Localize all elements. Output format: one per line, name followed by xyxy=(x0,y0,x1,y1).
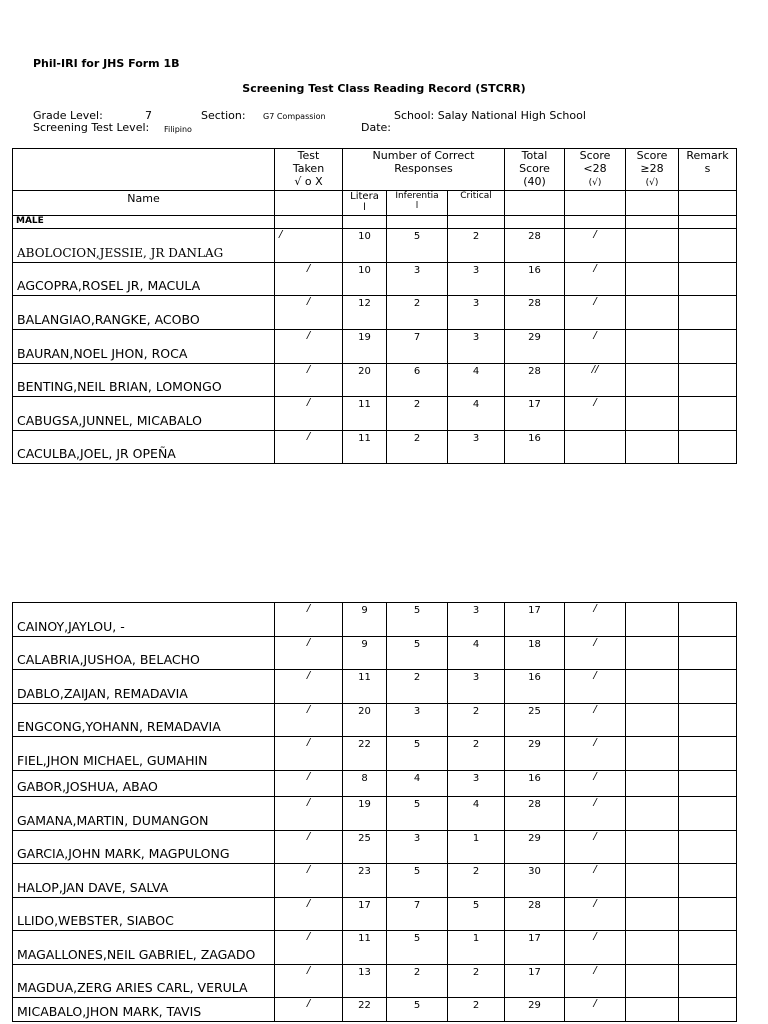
remarks-cell xyxy=(679,704,737,737)
total-score: 28 xyxy=(505,364,565,397)
total-score: 17 xyxy=(505,603,565,637)
student-name: CALABRIA,JUSHOA, BELACHO xyxy=(13,637,275,670)
table-row xyxy=(13,637,737,670)
student-name: BENTING,NEIL BRIAN, LOMONGO xyxy=(13,364,275,397)
header-row xyxy=(13,149,737,191)
grade-level-label: Grade Level: xyxy=(33,109,103,122)
table-row xyxy=(13,397,737,431)
table-row xyxy=(13,364,737,397)
table-row xyxy=(13,737,737,771)
remarks-cell xyxy=(679,637,737,670)
remarks-cell xyxy=(679,737,737,771)
remarks-cell xyxy=(679,831,737,864)
subheader-row xyxy=(13,191,737,216)
inferential-score: 3 xyxy=(387,704,448,737)
reading-record-table-part1 xyxy=(12,148,737,464)
blank-sub-2 xyxy=(565,191,626,216)
critical-score: 3 xyxy=(448,603,505,637)
remarks-cell xyxy=(679,296,737,330)
critical-header: Critical xyxy=(448,191,505,216)
score-below-28-mark: / xyxy=(565,330,626,364)
table-row xyxy=(13,771,737,797)
literal-score: 13 xyxy=(343,965,387,998)
test-taken-mark: / xyxy=(275,898,343,931)
critical-score: 3 xyxy=(448,330,505,364)
critical-score: 4 xyxy=(448,397,505,431)
male-label: MALE xyxy=(13,216,275,229)
name-header-top xyxy=(13,149,275,191)
student-name: ENGCONG,YOHANN, REMADAVIA xyxy=(13,704,275,737)
remarks-cell xyxy=(679,931,737,965)
reading-record-table-part2 xyxy=(12,602,737,1022)
total-score: 30 xyxy=(505,864,565,898)
test-taken-mark: / xyxy=(275,670,343,704)
male-blank xyxy=(505,216,565,229)
score-below-28-mark xyxy=(565,431,626,464)
table-row xyxy=(13,296,737,330)
score-above-28-mark xyxy=(626,364,679,397)
remarks-cell xyxy=(679,397,737,431)
student-name: ABOLOCION,JESSIE, JR DANLAG xyxy=(13,229,275,263)
table-row xyxy=(13,864,737,898)
test-taken-mark: / xyxy=(275,431,343,464)
score-below-28-mark: / xyxy=(565,898,626,931)
total-score: 29 xyxy=(505,737,565,771)
remarks-cell xyxy=(679,603,737,637)
blank-sub-3 xyxy=(626,191,679,216)
test-taken-mark: / xyxy=(275,864,343,898)
score-above-28-mark xyxy=(626,603,679,637)
literal-score: 20 xyxy=(343,704,387,737)
score-above-28-mark xyxy=(626,998,679,1022)
literal-score: 12 xyxy=(343,296,387,330)
section-value: G7 Compassion xyxy=(263,112,326,121)
score-above-28-mark xyxy=(626,704,679,737)
literal-score: 8 xyxy=(343,771,387,797)
critical-score: 3 xyxy=(448,771,505,797)
inferential-score: 2 xyxy=(387,670,448,704)
total-score: 17 xyxy=(505,931,565,965)
total-score: 29 xyxy=(505,330,565,364)
male-blank xyxy=(448,216,505,229)
score-above-28-mark xyxy=(626,771,679,797)
score-below-28-mark: / xyxy=(565,229,626,263)
score-above-28-mark xyxy=(626,263,679,296)
score-below-28-mark: / xyxy=(565,603,626,637)
male-blank xyxy=(343,216,387,229)
student-name: HALOP,JAN DAVE, SALVA xyxy=(13,864,275,898)
blank-sub-4 xyxy=(679,191,737,216)
score-below-28-mark: // xyxy=(565,364,626,397)
student-name: MICABALO,JHON MARK, TAVIS xyxy=(13,998,275,1022)
literal-score: 10 xyxy=(343,229,387,263)
inferential-score: 7 xyxy=(387,898,448,931)
score-above-28-mark xyxy=(626,431,679,464)
total-score-header: Total Score (40) xyxy=(505,149,565,191)
table-row xyxy=(13,898,737,931)
score-above-28-mark xyxy=(626,670,679,704)
critical-score: 3 xyxy=(448,263,505,296)
male-blank xyxy=(626,216,679,229)
total-score: 25 xyxy=(505,704,565,737)
table-row xyxy=(13,670,737,704)
critical-score: 4 xyxy=(448,797,505,831)
table-row xyxy=(13,603,737,637)
literal-score: 23 xyxy=(343,864,387,898)
remarks-cell xyxy=(679,771,737,797)
remarks-cell xyxy=(679,998,737,1022)
student-name: CACULBA,JOEL, JR OPEÑA xyxy=(13,431,275,464)
remarks-cell xyxy=(679,898,737,931)
total-score: 16 xyxy=(505,431,565,464)
literal-score: 22 xyxy=(343,998,387,1022)
table-row xyxy=(13,704,737,737)
total-score: 28 xyxy=(505,229,565,263)
form-id: Phil-IRI for JHS Form 1B xyxy=(33,57,180,70)
student-name: MAGALLONES,NEIL GABRIEL, ZAGADO xyxy=(13,931,275,965)
score-above-28-mark xyxy=(626,931,679,965)
total-score: 28 xyxy=(505,296,565,330)
remarks-cell xyxy=(679,330,737,364)
score-above-28-mark xyxy=(626,296,679,330)
critical-score: 1 xyxy=(448,831,505,864)
literal-score: 19 xyxy=(343,330,387,364)
test-level-value: Filipino xyxy=(164,125,192,134)
score-below-28-mark: / xyxy=(565,397,626,431)
inferential-score: 2 xyxy=(387,296,448,330)
test-taken-mark: / xyxy=(275,831,343,864)
inferential-score: 5 xyxy=(387,864,448,898)
score-above-28-header: Score ≥28 (√) xyxy=(626,149,679,191)
literal-score: 19 xyxy=(343,797,387,831)
student-rows-part1 xyxy=(13,229,737,464)
name-header: Name xyxy=(13,191,275,216)
test-taken-mark: / xyxy=(275,771,343,797)
table-row xyxy=(13,831,737,864)
score-below-28-mark: / xyxy=(565,931,626,965)
test-taken-mark: / xyxy=(275,737,343,771)
literal-score: 9 xyxy=(343,603,387,637)
total-score: 18 xyxy=(505,637,565,670)
student-name: FIEL,JHON MICHAEL, GUMAHIN xyxy=(13,737,275,771)
remarks-cell xyxy=(679,364,737,397)
document-title: Screening Test Class Reading Record (STCRR) xyxy=(242,82,526,95)
student-name: BALANGIAO,RANGKE, ACOBO xyxy=(13,296,275,330)
test-taken-mark: / xyxy=(275,704,343,737)
remarks-cell xyxy=(679,965,737,998)
student-rows-part2 xyxy=(13,603,737,1022)
score-above-28-mark xyxy=(626,397,679,431)
literal-score: 17 xyxy=(343,898,387,931)
score-below-28-mark: / xyxy=(565,965,626,998)
male-blank xyxy=(565,216,626,229)
literal-score: 11 xyxy=(343,397,387,431)
test-taken-mark: / xyxy=(275,397,343,431)
student-name: GARCIA,JOHN MARK, MAGPULONG xyxy=(13,831,275,864)
score-below-28-mark: / xyxy=(565,263,626,296)
remarks-cell xyxy=(679,797,737,831)
test-taken-mark: / xyxy=(275,263,343,296)
total-score: 16 xyxy=(505,670,565,704)
score-below-28-mark: / xyxy=(565,670,626,704)
critical-score: 4 xyxy=(448,364,505,397)
score-below-28-mark: / xyxy=(565,296,626,330)
student-name: AGCOPRA,ROSEL JR, MACULA xyxy=(13,263,275,296)
test-taken-mark: / xyxy=(275,330,343,364)
test-taken-mark: / xyxy=(275,931,343,965)
remarks-cell xyxy=(679,670,737,704)
critical-score: 2 xyxy=(448,864,505,898)
table-row xyxy=(13,229,737,263)
score-below-28-mark: / xyxy=(565,771,626,797)
student-name: BAURAN,NOEL JHON, ROCA xyxy=(13,330,275,364)
literal-score: 25 xyxy=(343,831,387,864)
school-label: School: Salay National High School xyxy=(394,109,586,122)
critical-score: 4 xyxy=(448,637,505,670)
inferential-score: 3 xyxy=(387,263,448,296)
table-row xyxy=(13,330,737,364)
score-below-28-mark: / xyxy=(565,797,626,831)
score-below-28-mark: / xyxy=(565,998,626,1022)
inferential-score: 5 xyxy=(387,797,448,831)
critical-score: 3 xyxy=(448,670,505,704)
score-above-28-mark xyxy=(626,864,679,898)
student-name: CABUGSA,JUNNEL, MICABALO xyxy=(13,397,275,431)
critical-score: 5 xyxy=(448,898,505,931)
literal-score: 22 xyxy=(343,737,387,771)
score-above-28-mark xyxy=(626,898,679,931)
student-name: CAINOY,JAYLOU, - xyxy=(13,603,275,637)
score-above-28-mark xyxy=(626,330,679,364)
student-name: GABOR,JOSHUA, ABAO xyxy=(13,771,275,797)
inferential-score: 7 xyxy=(387,330,448,364)
test-taken-mark: / xyxy=(275,229,343,263)
inferential-score: 5 xyxy=(387,931,448,965)
critical-score: 3 xyxy=(448,296,505,330)
table-row xyxy=(13,931,737,965)
blank-sub-1 xyxy=(505,191,565,216)
inferential-score: 2 xyxy=(387,431,448,464)
inferential-score: 5 xyxy=(387,637,448,670)
inferential-score: 5 xyxy=(387,603,448,637)
literal-score: 11 xyxy=(343,431,387,464)
total-score: 17 xyxy=(505,397,565,431)
score-below-28-mark: / xyxy=(565,637,626,670)
remarks-cell xyxy=(679,229,737,263)
grade-level-value: 7 xyxy=(145,109,152,122)
test-taken-mark: / xyxy=(275,965,343,998)
student-name: DABLO,ZAIJAN, REMADAVIA xyxy=(13,670,275,704)
remarks-cell xyxy=(679,864,737,898)
correct-responses-header: Number of Correct Responses xyxy=(343,149,505,191)
remarks-cell xyxy=(679,263,737,296)
critical-score: 2 xyxy=(448,998,505,1022)
inferential-score: 2 xyxy=(387,397,448,431)
score-below-28-mark: / xyxy=(565,864,626,898)
score-below-28-mark: / xyxy=(565,831,626,864)
inferential-score: 3 xyxy=(387,831,448,864)
literal-header: Litera l xyxy=(343,191,387,216)
total-score: 28 xyxy=(505,797,565,831)
score-above-28-mark xyxy=(626,229,679,263)
literal-score: 9 xyxy=(343,637,387,670)
student-name: MAGDUA,ZERG ARIES CARL, VERULA xyxy=(13,965,275,998)
male-section-row xyxy=(13,216,737,229)
table-row xyxy=(13,431,737,464)
score-below-28-mark: / xyxy=(565,737,626,771)
score-above-28-mark xyxy=(626,737,679,771)
male-blank xyxy=(387,216,448,229)
score-below-28-mark: / xyxy=(565,704,626,737)
table-row xyxy=(13,998,737,1022)
section-label: Section: xyxy=(201,109,246,122)
table-row xyxy=(13,263,737,296)
critical-score: 1 xyxy=(448,931,505,965)
literal-score: 20 xyxy=(343,364,387,397)
test-taken-mark: / xyxy=(275,797,343,831)
inferential-score: 6 xyxy=(387,364,448,397)
score-above-28-mark xyxy=(626,797,679,831)
total-score: 28 xyxy=(505,898,565,931)
test-level-label: Screening Test Level: xyxy=(33,121,150,134)
critical-score: 2 xyxy=(448,965,505,998)
total-score: 17 xyxy=(505,965,565,998)
date-label: Date: xyxy=(361,121,391,134)
male-blank xyxy=(275,216,343,229)
test-taken-mark: / xyxy=(275,364,343,397)
score-above-28-mark xyxy=(626,831,679,864)
total-score: 16 xyxy=(505,263,565,296)
test-taken-mark: / xyxy=(275,998,343,1022)
score-below-28-header: Score <28 (√) xyxy=(565,149,626,191)
test-taken-mark: / xyxy=(275,603,343,637)
critical-score: 2 xyxy=(448,737,505,771)
inferential-header: Inferentia l xyxy=(387,191,448,216)
test-taken-mark: / xyxy=(275,637,343,670)
score-above-28-mark xyxy=(626,637,679,670)
total-score: 16 xyxy=(505,771,565,797)
literal-score: 10 xyxy=(343,263,387,296)
inferential-score: 4 xyxy=(387,771,448,797)
critical-score: 3 xyxy=(448,431,505,464)
table-row xyxy=(13,797,737,831)
total-score: 29 xyxy=(505,831,565,864)
literal-score: 11 xyxy=(343,931,387,965)
test-taken-sub xyxy=(275,191,343,216)
inferential-score: 2 xyxy=(387,965,448,998)
score-above-28-mark xyxy=(626,965,679,998)
table-row xyxy=(13,965,737,998)
inferential-score: 5 xyxy=(387,998,448,1022)
inferential-score: 5 xyxy=(387,737,448,771)
male-blank xyxy=(679,216,737,229)
test-taken-header: Test Taken √ o X xyxy=(275,149,343,191)
critical-score: 2 xyxy=(448,704,505,737)
total-score: 29 xyxy=(505,998,565,1022)
inferential-score: 5 xyxy=(387,229,448,263)
remarks-header: Remark s xyxy=(679,149,737,191)
critical-score: 2 xyxy=(448,229,505,263)
test-taken-mark: / xyxy=(275,296,343,330)
student-name: LLIDO,WEBSTER, SIABOC xyxy=(13,898,275,931)
literal-score: 11 xyxy=(343,670,387,704)
student-name: GAMANA,MARTIN, DUMANGON xyxy=(13,797,275,831)
remarks-cell xyxy=(679,431,737,464)
